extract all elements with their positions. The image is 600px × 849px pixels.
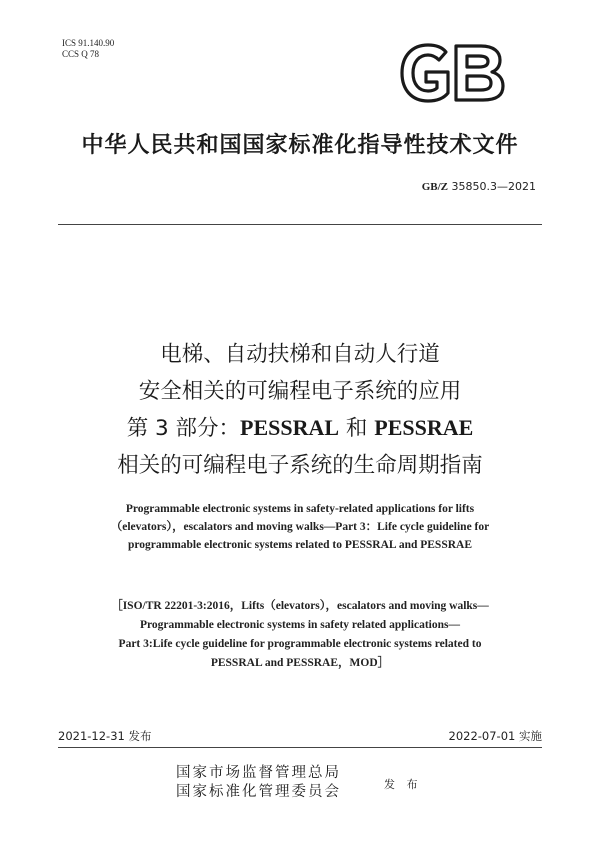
bottom-divider [58,747,542,748]
gb-logo-b [456,46,503,100]
standard-number-prefix: GB/Z [421,181,449,193]
classification-codes [62,38,114,60]
standard-number [422,180,536,193]
chinese-title-line3 [0,410,600,448]
chinese-title [0,337,600,484]
top-divider [58,224,542,225]
iso-reference-line3: Part 3:Life cycle guideline for programmable electronic systems related to [118,638,482,650]
chinese-title-line4: 相关的可编程电子系统的生命周期指南 [117,452,483,478]
iso-reference-line1: ［ISO/TR 22201-3:2016，Lifts（elevators），escalators and moving walks— [111,600,489,612]
issuer-samr: 国家市场监督管理总局 [176,765,341,781]
issuing-authorities [176,764,341,802]
iso-reference-line2: Programmable electronic systems in safety related applications— [139,619,461,631]
gb-logo-g [402,45,448,101]
and-conjunction: 和 [339,416,375,441]
implementation-date: 2022-07-01 实施 [448,729,542,743]
issue-date: 2021-12-31 发布 [58,729,152,743]
document-type-title: 中华人民共和国国家标准化指导性技术文件 [81,133,519,158]
issuer-sac: 国家标准化管理委员会 [176,784,341,800]
english-title-line1: Programmable electronic systems in safety-related applications for lifts [125,503,475,515]
chinese-title-line1: 电梯、自动扶梯和自动人行道 [160,342,440,367]
gb-logo [398,42,506,104]
chinese-title-line2: 安全相关的可编程电子系统的应用 [138,378,462,404]
english-title-line3: programmable electronic systems related to PESSRAL and PESSRAE [127,539,473,551]
english-title [60,500,540,554]
pessral-term: PESSRAL [240,415,340,440]
part-label: 第 3 部分： [126,416,241,441]
standard-number-value: 35850.3—2021 [451,180,536,193]
ics-code: ICS 91.140.90 [62,38,115,48]
ccs-code: CCS Q 78 [62,49,100,59]
iso-reference-line4: PESSRAL and PESSRAE，MOD］ [210,657,390,669]
pessrae-term: PESSRAE [374,415,474,440]
english-title-line2: （elevators），escalators and moving walks—Part 3：Life cycle guideline for [110,521,490,533]
publish-label: 发 布 [384,778,422,791]
iso-reference [60,597,540,673]
